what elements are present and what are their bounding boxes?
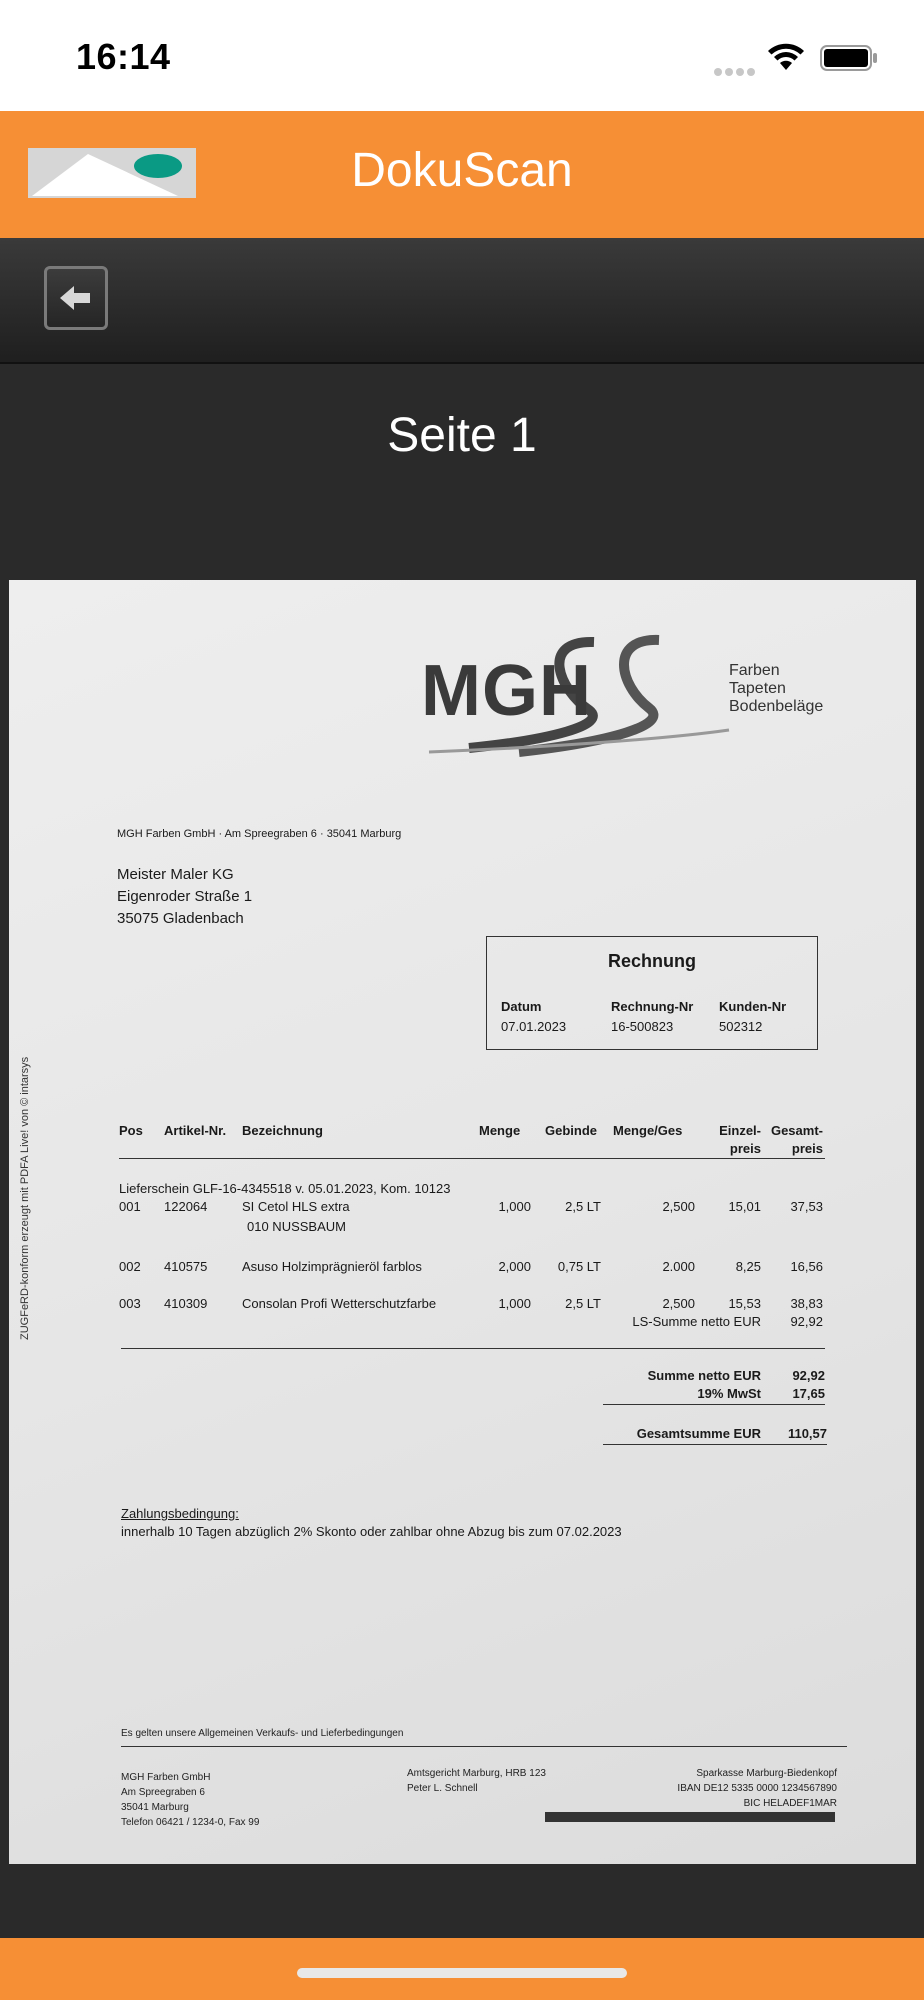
invoice-number: Rechnung-Nr 16-500823 <box>611 999 694 1034</box>
cellular-signal-icon <box>714 63 760 73</box>
vat-label: 19% MwSt <box>697 1386 761 1401</box>
row3-total-price: 38,83 <box>790 1296 823 1311</box>
row1-description: SI Cetol HLS extra <box>242 1199 350 1214</box>
row3-article: 410309 <box>164 1296 208 1311</box>
row3-pos: 003 <box>119 1296 141 1311</box>
row2-total-price: 16,56 <box>790 1259 823 1274</box>
toolbar <box>0 238 924 364</box>
sender-line: MGH Farben GmbH · Am Spreegraben 6 · 35041 Marburg <box>117 828 402 840</box>
invoice-info-box <box>486 936 818 1050</box>
row1-qty-total: 2,500 <box>662 1199 695 1214</box>
ls-sum-label: LS-Summe netto EUR <box>632 1314 761 1329</box>
status-bar <box>0 0 924 111</box>
row2-quantity: 2,000 <box>498 1259 531 1274</box>
row2-unit-price: 8,25 <box>735 1259 761 1274</box>
gross-total-label: Gesamtsumme EUR <box>636 1426 761 1441</box>
footer-bank: Sparkasse Marburg-Biedenkopf IBAN DE12 5335 0000 1234567890 BIC HELADEF1MAR <box>677 1768 837 1809</box>
col-description: Bezeichnung <box>242 1123 323 1138</box>
row1-unit-price: 15,01 <box>728 1199 761 1214</box>
gross-total-value: 110,57 <box>787 1426 827 1441</box>
col-qty-total: Menge/Ges <box>613 1123 683 1138</box>
footer-court: Amtsgericht Marburg, HRB 123 Peter L. Schnell <box>407 1768 546 1794</box>
row3-qty-total: 2,500 <box>662 1296 695 1311</box>
delivery-note: Lieferschein GLF-16-4345518 v. 05.01.2023, Kom. 10123 <box>119 1181 451 1196</box>
col-container: Gebinde <box>545 1123 598 1138</box>
wifi-icon <box>766 42 806 72</box>
brand-tagline: Farben Tapeten Bodenbeläge <box>729 662 824 715</box>
row3-unit-price: 15,53 <box>728 1296 761 1311</box>
row3-quantity: 1,000 <box>498 1296 531 1311</box>
footer-rule <box>121 1746 847 1747</box>
side-text: ZUGFeRD-konform erzeugt mit PDFA Live! von © intarsys <box>19 1056 31 1340</box>
col-quantity: Menge <box>479 1123 521 1138</box>
page-title: Seite 1 <box>387 409 537 462</box>
row3-container: 2,5 LT <box>565 1296 601 1311</box>
scanned-document[interactable] <box>9 580 916 1864</box>
row2-pos: 002 <box>119 1259 141 1274</box>
row2-description: Asuso Holzimprägnieröl farblos <box>242 1259 422 1274</box>
footer-company: MGH Farben GmbH Am Spreegraben 6 35041 Marburg Telefon 06421 / 1234-0, Fax 99 <box>121 1772 260 1828</box>
payment-terms: Zahlungsbedingung: innerhalb 10 Tagen abzüglich 2% Skonto oder zahlbar ohne Abzug bis zum 07.02.2023 <box>121 1506 622 1539</box>
status-time: 16:14 <box>76 36 171 77</box>
recipient-address: Meister Maler KG Eigenroder Straße 1 35075 Gladenbach <box>117 866 253 927</box>
row2-container: 0,75 LT <box>557 1259 601 1274</box>
back-arrow-icon <box>58 282 94 314</box>
row1-description2: 010 NUSSBAUM <box>247 1219 346 1234</box>
footer-bar <box>545 1812 835 1822</box>
table-header-rule <box>119 1158 825 1159</box>
table-end-rule <box>121 1348 825 1349</box>
invoice-title: Rechnung <box>608 951 696 971</box>
terms-note: Es gelten unsere Allgemeinen Verkaufs- und Lieferbedingungen <box>121 1728 404 1739</box>
col-article: Artikel-Nr. <box>164 1123 227 1138</box>
row2-article: 410575 <box>164 1259 208 1274</box>
brand-name: MGH <box>421 651 592 731</box>
home-indicator[interactable] <box>297 1968 627 1978</box>
battery-icon <box>820 45 878 71</box>
vat-rule <box>603 1404 825 1405</box>
customer-number: Kunden-Nr 502312 <box>719 999 787 1034</box>
net-total-label: Summe netto EUR <box>647 1368 761 1383</box>
app-title: DokuScan <box>351 144 573 197</box>
vat-value: 17,65 <box>792 1386 825 1401</box>
gross-rule <box>603 1444 827 1445</box>
col-unit-price: Einzel- preis <box>719 1123 761 1156</box>
row3-description: Consolan Profi Wetterschutzfarbe <box>242 1296 437 1311</box>
invoice-date: Datum 07.01.2023 <box>501 999 567 1034</box>
row1-quantity: 1,000 <box>498 1199 531 1214</box>
col-total-price: Gesamt- preis <box>770 1123 823 1156</box>
col-pos: Pos <box>119 1123 143 1138</box>
row1-total-price: 37,53 <box>790 1199 823 1214</box>
row1-container: 2,5 LT <box>565 1199 601 1214</box>
net-total-value: 92,92 <box>792 1368 825 1383</box>
row2-qty-total: 2.000 <box>662 1259 695 1274</box>
row1-pos: 001 <box>119 1199 141 1214</box>
back-button[interactable] <box>44 266 108 330</box>
row1-article: 122064 <box>164 1199 208 1214</box>
ls-sum-value: 92,92 <box>790 1314 823 1329</box>
